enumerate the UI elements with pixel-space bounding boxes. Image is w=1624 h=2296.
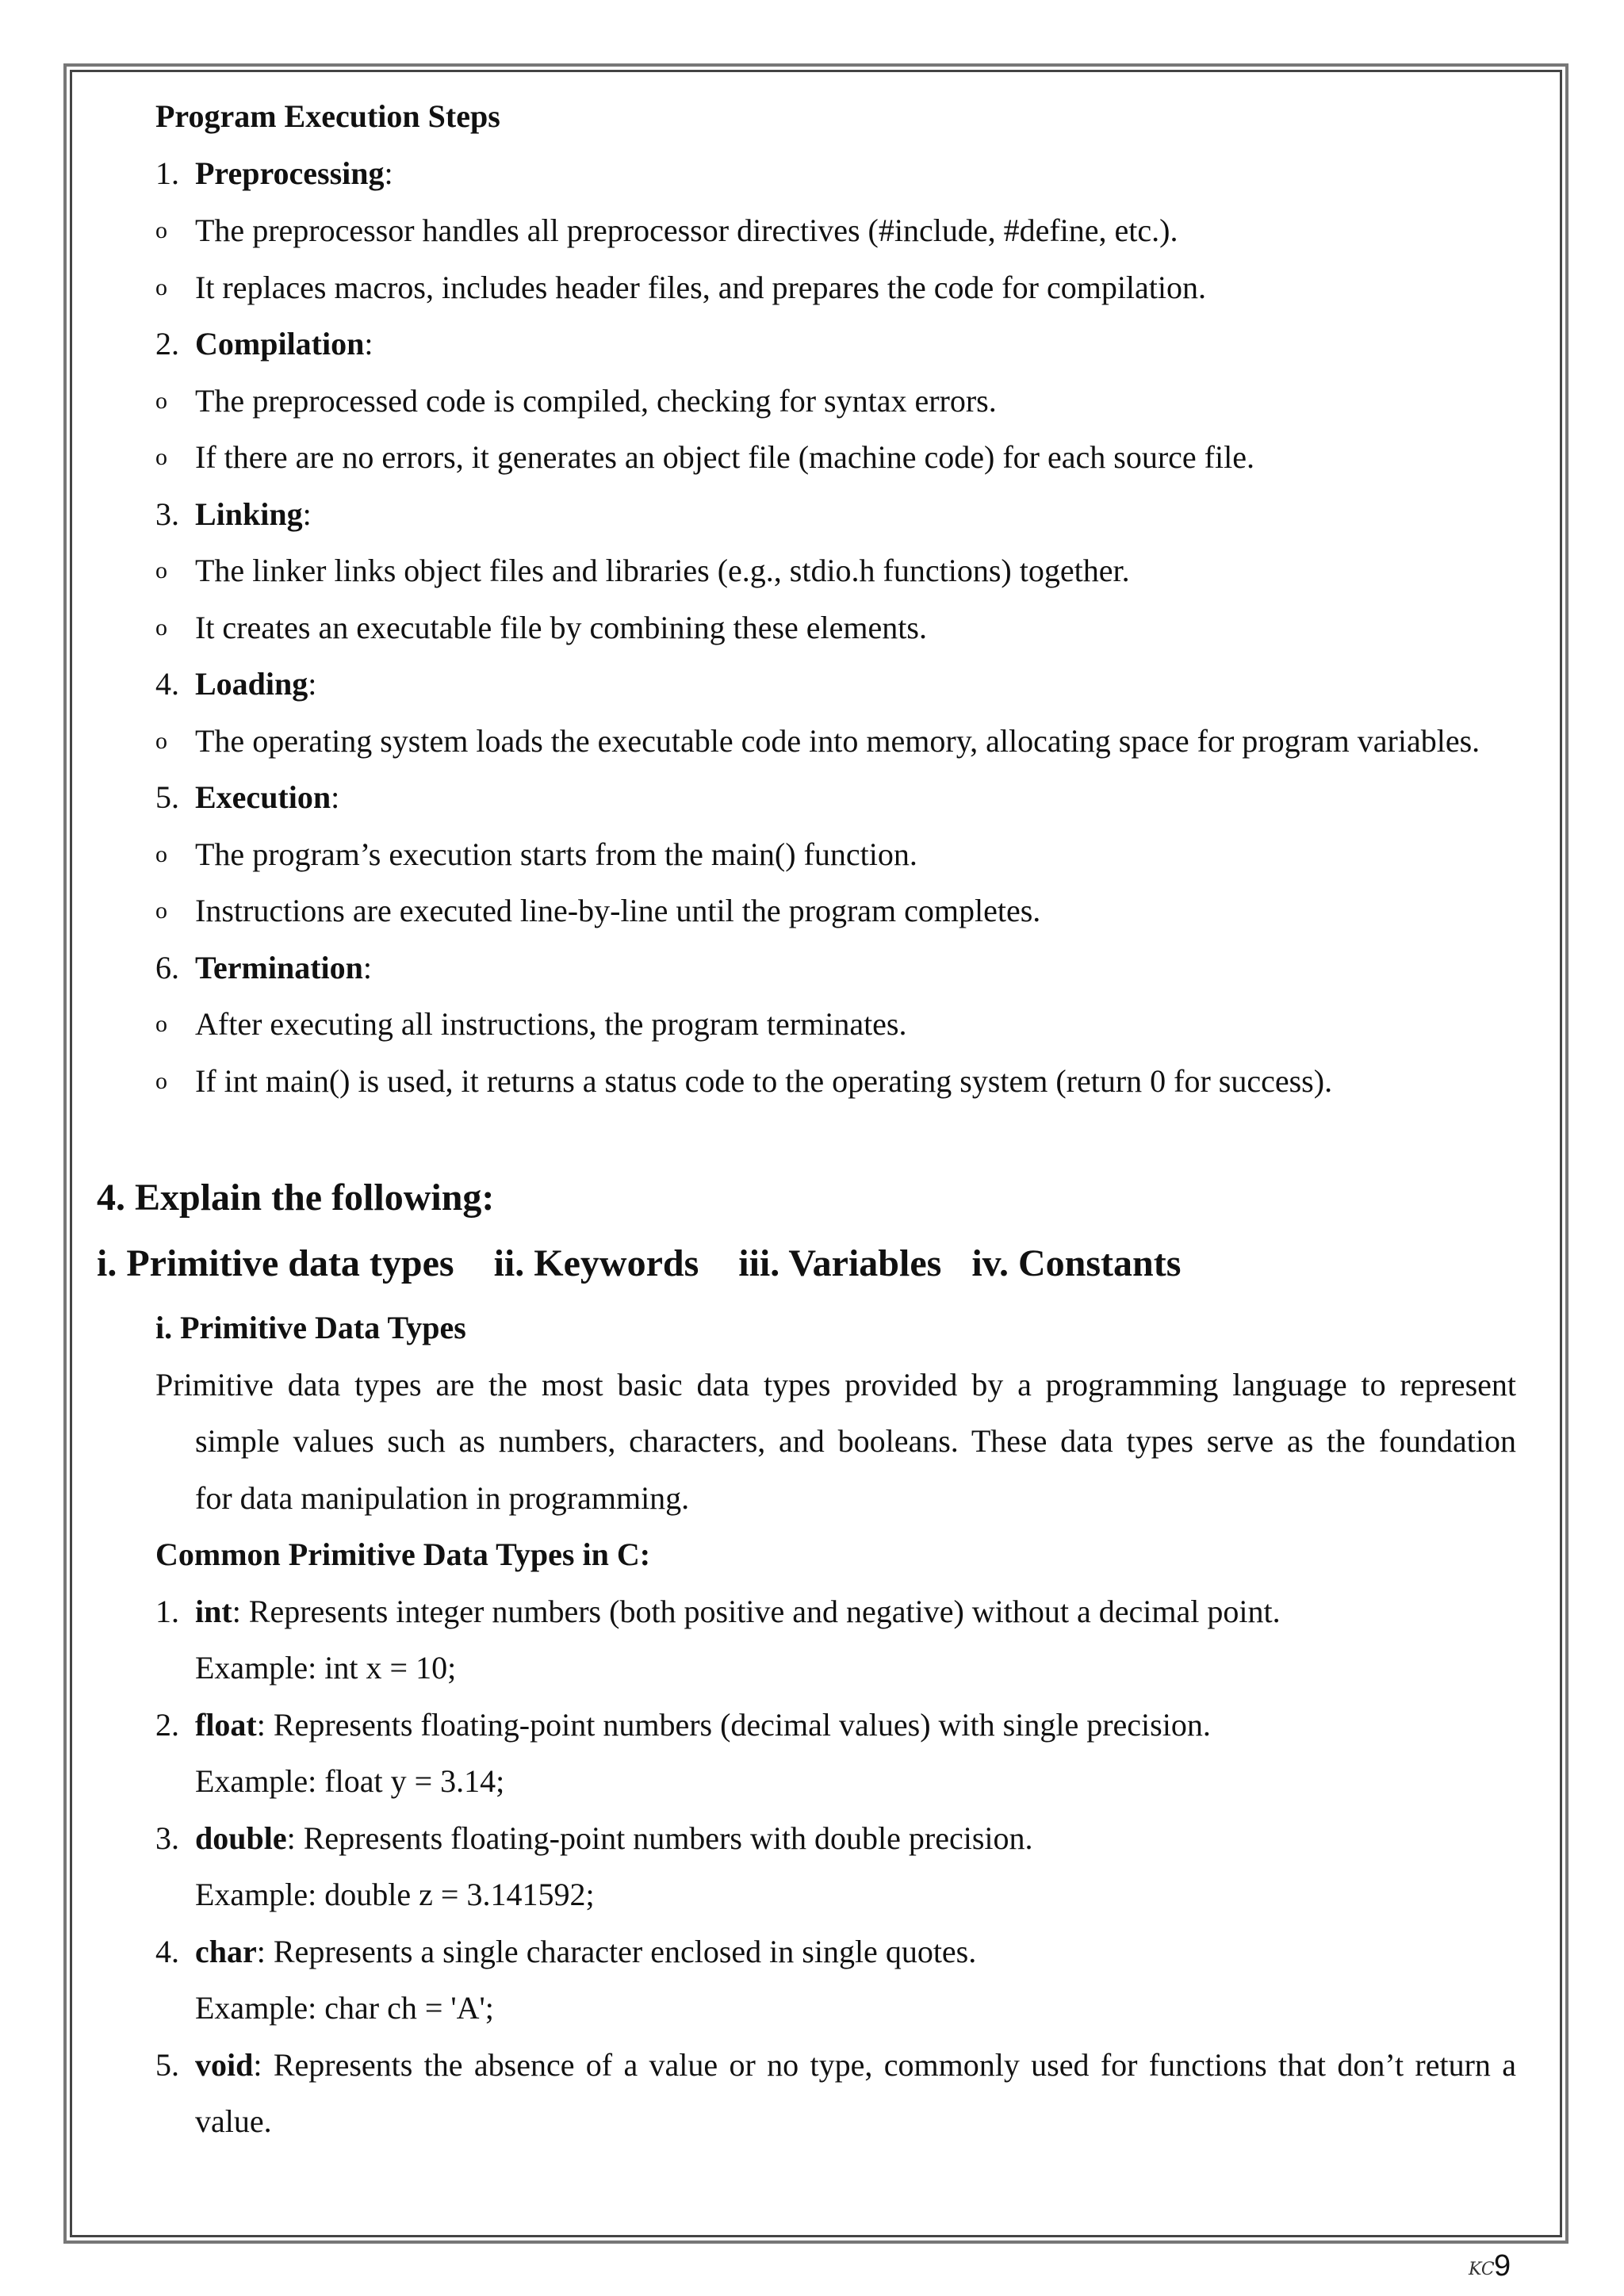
question-heading: 4. Explain the following: xyxy=(97,1177,495,1219)
type-name: float xyxy=(195,1707,257,1743)
step-title: Termination xyxy=(195,950,363,985)
question-part: iii. Variables xyxy=(738,1242,942,1284)
step-bullet: The linker links object files and libraries (e.g., stdio.h functions) together. xyxy=(195,553,1130,588)
common-types-heading: Common Primitive Data Types in C: xyxy=(155,1536,651,1572)
type-example: Example: double z = 3.141592; xyxy=(195,1877,595,1912)
author-initials-mark: KC xyxy=(1469,2260,1495,2279)
question-parts xyxy=(97,1242,1181,1286)
type-example: Example: char ch = 'A'; xyxy=(195,1990,494,2026)
type-name: void xyxy=(195,2047,254,2083)
type-example: value. xyxy=(195,2103,272,2139)
step-title: Linking xyxy=(195,496,303,532)
type-definition xyxy=(195,1594,1281,1630)
step-heading: Execution: xyxy=(195,779,340,815)
type-example: Example: float y = 3.14; xyxy=(195,1763,505,1799)
step-bullet: Instructions are executed line-by-line until the program completes. xyxy=(195,893,1041,928)
type-description: : Represents floating-point numbers with double precision. xyxy=(286,1820,1033,1856)
bullet-marker: o xyxy=(155,897,167,924)
step-heading: Linking: xyxy=(195,496,312,532)
question-part: iv. Constants xyxy=(971,1242,1182,1284)
step-bullet: The program’s execution starts from the main() function. xyxy=(195,836,917,872)
page-number: 9 xyxy=(1494,2249,1511,2283)
paragraph-line: Primitive data types are the most basic data types provided by a programming language to represent xyxy=(155,1367,1516,1402)
question-part: ii. Keywords xyxy=(493,1242,699,1284)
type-name: double xyxy=(195,1820,287,1856)
type-number: 4. xyxy=(155,1934,179,1969)
bullet-marker: o xyxy=(155,444,167,470)
step-title: Loading xyxy=(195,666,308,702)
type-description: : Represents the absence of a value or no type, commonly used for functions that don’t return a xyxy=(253,2047,1516,2083)
step-bullet: If int main() is used, it returns a status code to the operating system (return 0 for success). xyxy=(195,1063,1333,1099)
type-name: char xyxy=(195,1934,257,1969)
bullet-marker: o xyxy=(155,557,167,584)
type-name: int xyxy=(195,1594,232,1629)
step-number: 3. xyxy=(155,496,179,532)
step-number: 2. xyxy=(155,326,179,362)
step-number: 4. xyxy=(155,666,179,702)
type-definition xyxy=(195,2047,1516,2084)
step-bullet: It creates an executable file by combining these elements. xyxy=(195,610,927,645)
step-bullet: The preprocessed code is compiled, checking for syntax errors. xyxy=(195,383,997,419)
step-title: Compilation xyxy=(195,326,365,362)
type-number: 1. xyxy=(155,1594,179,1629)
section-title: Program Execution Steps xyxy=(155,98,500,134)
type-definition xyxy=(195,1934,976,1970)
step-heading: Termination: xyxy=(195,950,372,985)
subheading: i. Primitive Data Types xyxy=(155,1310,466,1345)
question-part: i. Primitive data types xyxy=(97,1242,454,1284)
type-example: Example: int x = 10; xyxy=(195,1650,457,1686)
bullet-marker: o xyxy=(155,274,167,300)
step-heading: Loading: xyxy=(195,666,317,702)
step-bullet: The operating system loads the executable code into memory, allocating space for program variables. xyxy=(195,723,1480,759)
bullet-marker: o xyxy=(155,1068,167,1094)
step-title: Preprocessing xyxy=(195,155,385,191)
step-number: 1. xyxy=(155,155,179,191)
type-number: 2. xyxy=(155,1707,179,1743)
step-bullet: If there are no errors, it generates an object file (machine code) for each source file. xyxy=(195,439,1254,475)
step-number: 5. xyxy=(155,779,179,815)
type-number: 3. xyxy=(155,1820,179,1856)
bullet-marker: o xyxy=(155,614,167,641)
step-heading: Preprocessing: xyxy=(195,155,393,191)
type-definition xyxy=(195,1707,1211,1743)
type-number: 5. xyxy=(155,2047,179,2083)
step-title: Execution xyxy=(195,779,331,815)
step-bullet: After executing all instructions, the program terminates. xyxy=(195,1006,907,1042)
bullet-marker: o xyxy=(155,388,167,414)
step-number: 6. xyxy=(155,950,179,985)
step-heading: Compilation: xyxy=(195,326,373,362)
type-description: : Represents integer numbers (both positive and negative) without a decimal point. xyxy=(232,1594,1281,1629)
type-description: : Represents floating-point numbers (decimal values) with single precision. xyxy=(256,1707,1211,1743)
bullet-marker: o xyxy=(155,1011,167,1037)
type-description: : Represents a single character enclosed in single quotes. xyxy=(256,1934,977,1969)
paragraph-line: simple values such as numbers, characters, and booleans. These data types serve as the foundation xyxy=(195,1423,1516,1459)
bullet-marker: o xyxy=(155,728,167,754)
bullet-marker: o xyxy=(155,217,167,243)
bullet-marker: o xyxy=(155,841,167,867)
type-definition xyxy=(195,1820,1033,1857)
step-bullet: The preprocessor handles all preprocessor directives (#include, #define, etc.). xyxy=(195,212,1178,248)
step-bullet: It replaces macros, includes header files, and prepares the code for compilation. xyxy=(195,270,1207,305)
paragraph-line: for data manipulation in programming. xyxy=(195,1480,690,1516)
